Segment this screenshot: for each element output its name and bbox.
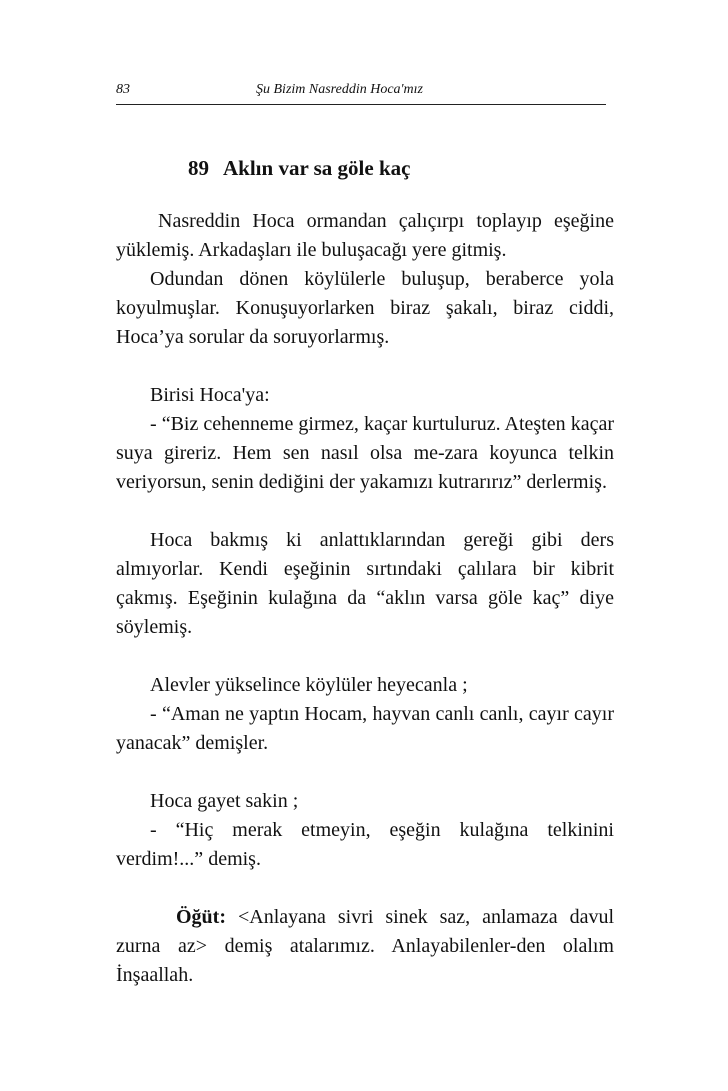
paragraph: Alevler yükselince köylüler heyecanla ;: [150, 674, 468, 696]
paragraph: Nasreddin Hoca ormandan çalıçırpı toplayıp eşeğine yüklemiş. Arkadaşları ile buluşacağı yere gitmiş.: [116, 210, 614, 261]
page-header: [116, 80, 606, 105]
chapter-number: 89: [188, 156, 209, 180]
advice-paragraph: [116, 903, 614, 990]
paragraph: Hoca bakmış ki anlattıklarından gereği gibi ders almıyorlar. Kendi eşeğinin sırtındaki çalılara bir kibrit çakmış. Eşeğinin kulağına da “aklın varsa göle kaç” diye söylemiş.: [116, 529, 614, 638]
story-body: [116, 207, 614, 990]
chapter-title: [188, 156, 410, 181]
paragraph: Birisi Hoca'ya:: [150, 384, 270, 406]
paragraph: - “Aman ne yaptın Hocam, hayvan canlı canlı, cayır cayır yanacak” demişler.: [116, 703, 614, 754]
paragraph: - “Hiç merak etmeyin, eşeğin kulağına telkinini verdim!...” demiş.: [116, 819, 614, 870]
advice-text: <Anlayana sivri sinek saz, anlamaza davul zurna az> demiş atalarımız. Anlayabilenler-den olalım İnşaallah.: [116, 906, 614, 986]
paragraph: - “Biz cehenneme girmez, kaçar kurtuluruz. Ateşten kaçar suya gireriz. Hem sen nasıl olsa me-zara koyunca telkin veriyorsun, senin dediğini der yakamızı kutrarırız” derlermiş.: [116, 413, 614, 493]
paragraph: Odundan dönen köylülerle buluşup, beraberce yola koyulmuşlar. Konuşuyorlarken biraz şakalı, biraz ciddi, Hoca’ya sorular da soruyorlarmış.: [116, 268, 614, 348]
running-title: Şu Bizim Nasreddin Hoca'mız: [256, 82, 423, 97]
page-number: 83: [116, 82, 130, 97]
chapter-title-text: Aklın var sa göle kaç: [223, 156, 411, 180]
paragraph: Hoca gayet sakin ;: [150, 790, 299, 812]
advice-label: Öğüt:: [176, 906, 226, 928]
